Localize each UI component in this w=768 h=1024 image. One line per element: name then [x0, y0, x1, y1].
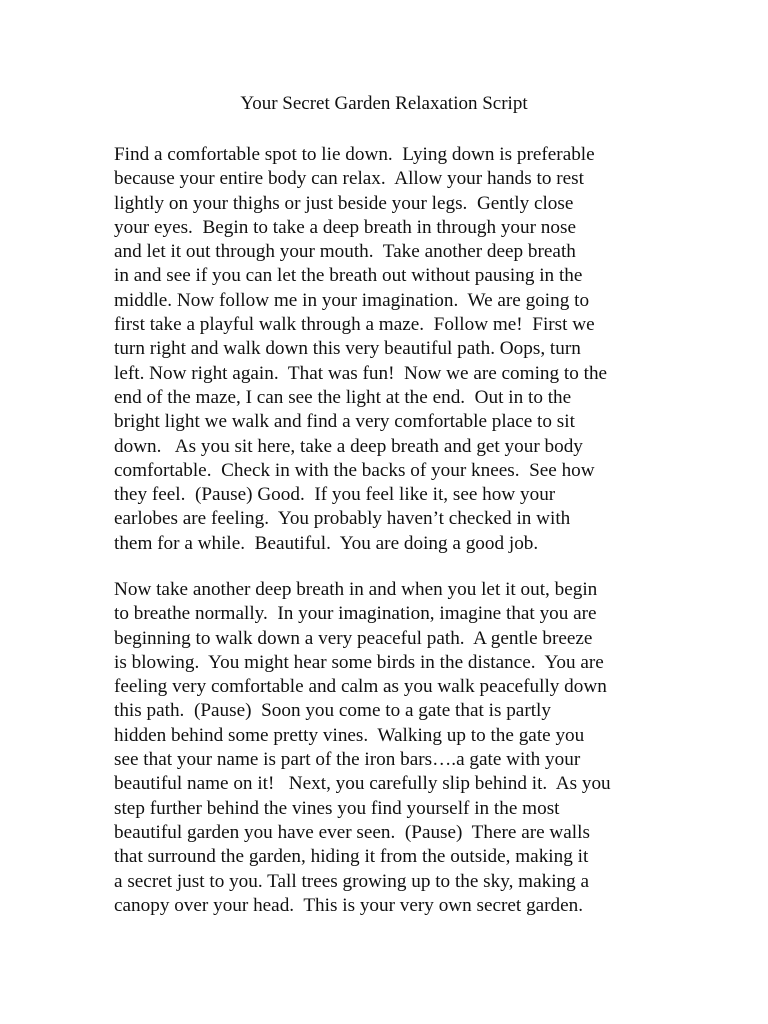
text-line: your eyes. Begin to take a deep breath in through your nose	[114, 216, 576, 238]
text-line: is blowing. You might hear some birds in the distance. You are	[114, 651, 604, 673]
text-line: this path. (Pause) Soon you come to a gate that is partly	[114, 700, 551, 722]
text-line: end of the maze, I can see the light at the end. Out in to the	[114, 386, 572, 408]
text-line: beautiful name on it! Next, you carefully slip behind it. As you	[114, 773, 611, 795]
text-line: Now take another deep breath in and when you let it out, begin	[114, 579, 598, 600]
text-line: to breathe normally. In your imagination, imagine that you are	[114, 603, 597, 625]
paragraph-1	[114, 143, 674, 556]
text-line: and let it out through your mouth. Take another deep breath	[114, 241, 576, 263]
text-line: comfortable. Check in with the backs of your knees. See how	[114, 459, 595, 481]
text-line: left. Now right again. That was fun! Now we are coming to the	[114, 362, 608, 384]
text-line: down. As you sit here, take a deep breath and get your body	[114, 435, 583, 457]
text-line: them for a while. Beautiful. You are doing a good job.	[114, 532, 539, 554]
text-line: hidden behind some pretty vines. Walking up to the gate you	[114, 724, 585, 746]
document-title: Your Secret Garden Relaxation Script	[240, 93, 528, 114]
text-line: a secret just to you. Tall trees growing up to the sky, making a	[114, 870, 590, 892]
text-line: first take a playful walk through a maze. Follow me! First we	[114, 314, 595, 336]
text-line: step further behind the vines you find yourself in the most	[114, 797, 560, 819]
text-line: bright light we walk and find a very comfortable place to sit	[114, 411, 575, 433]
text-line: earlobes are feeling. You probably haven’t checked in with	[114, 508, 571, 530]
text-line: turn right and walk down this very beautiful path. Oops, turn	[114, 338, 581, 360]
text-line: lightly on your thighs or just beside your legs. Gently close	[114, 192, 574, 214]
text-line: in and see if you can let the breath out without pausing in the	[114, 265, 583, 287]
text-line: beginning to walk down a very peaceful path. A gentle breeze	[114, 627, 593, 649]
text-line: middle. Now follow me in your imagination. We are going to	[114, 289, 590, 311]
text-line: Find a comfortable spot to lie down. Lying down is preferable	[114, 144, 595, 165]
text-line: feeling very comfortable and calm as you walk peacefully down	[114, 676, 607, 698]
text-line: beautiful garden you have ever seen. (Pause) There are walls	[114, 821, 590, 843]
text-line: because your entire body can relax. Allow your hands to rest	[114, 168, 584, 190]
paragraph-2	[114, 578, 674, 918]
text-line: see that your name is part of the iron bars….a gate with your	[114, 749, 581, 771]
text-line: that surround the garden, hiding it from the outside, making it	[114, 846, 589, 868]
text-line: canopy over your head. This is your very own secret garden.	[114, 894, 584, 916]
text-line: they feel. (Pause) Good. If you feel like it, see how your	[114, 484, 556, 506]
